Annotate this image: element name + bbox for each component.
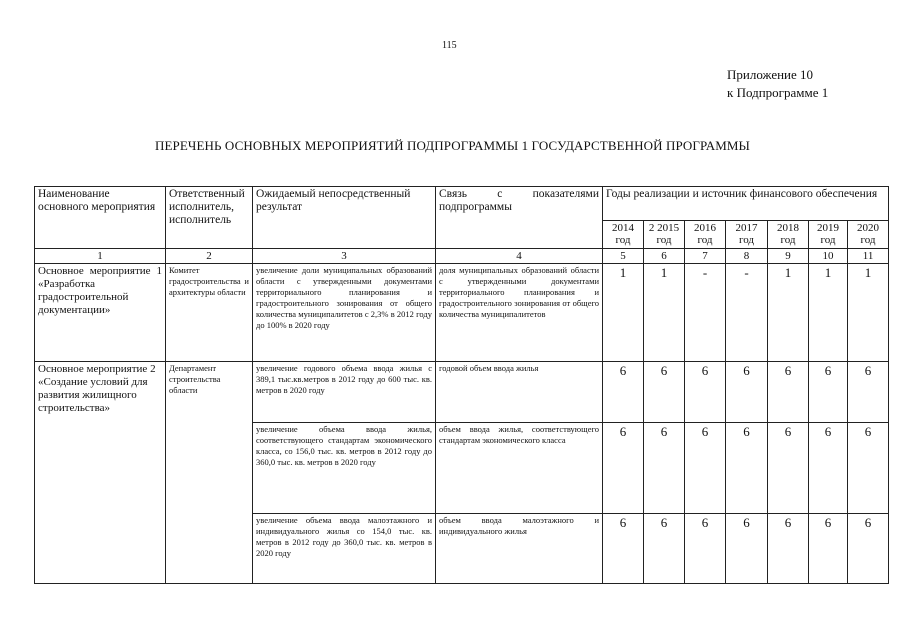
table-row <box>35 362 889 423</box>
value-cell: 6 <box>685 514 726 584</box>
value-cell: 6 <box>768 423 809 514</box>
value-cell: 6 <box>726 362 768 423</box>
measure-responsible: Комитет градостроительства и архитектуры области <box>166 264 253 362</box>
page-number: 115 <box>442 40 457 51</box>
value-cell: 6 <box>809 423 848 514</box>
header-name: Наименование основного мероприятия <box>35 187 166 249</box>
value-cell: 6 <box>768 514 809 584</box>
year-2015: 2 2015 год <box>644 221 685 249</box>
value-cell: - <box>685 264 726 362</box>
value-cell: - <box>726 264 768 362</box>
header-result: Ожидаемый непосредственный результат <box>253 187 436 249</box>
indicator-link: объем ввода малоэтажного и индивидуального жилья <box>436 514 603 584</box>
value-cell: 1 <box>809 264 848 362</box>
col-number: 11 <box>848 249 889 264</box>
year-2019: 2019 год <box>809 221 848 249</box>
header-responsible: Ответственный исполнитель, исполнитель <box>166 187 253 249</box>
value-cell: 6 <box>644 514 685 584</box>
value-cell: 6 <box>644 423 685 514</box>
expected-result: увеличение объема ввода жилья, соответствующего стандартам экономического класса, со 156,0 тыс. кв. метров в 2012 году до 360,0 тыс. кв. метров в 2020 году <box>253 423 436 514</box>
value-cell: 1 <box>603 264 644 362</box>
year-2018: 2018 год <box>768 221 809 249</box>
value-cell: 6 <box>603 423 644 514</box>
value-cell: 6 <box>848 423 889 514</box>
expected-result: увеличение годового объема ввода жилья с 389,1 тыс.кв.метров в 2012 году до 600 тыс. кв. метров в 2020 году <box>253 362 436 423</box>
value-cell: 6 <box>726 514 768 584</box>
col-number: 3 <box>253 249 436 264</box>
value-cell: 1 <box>768 264 809 362</box>
col-number: 5 <box>603 249 644 264</box>
document-title: ПЕРЕЧЕНЬ ОСНОВНЫХ МЕРОПРИЯТИЙ ПОДПРОГРАММЫ 1 ГОСУДАРСТВЕННОЙ ПРОГРАММЫ <box>155 138 750 153</box>
col-number: 2 <box>166 249 253 264</box>
measures-table <box>34 186 889 584</box>
table-row <box>35 264 889 362</box>
indicator-link: доля муниципальных образований области с утвержденными документами территориального планирования и градостроительного зонирования от общего количества муниципалитетов <box>436 264 603 362</box>
value-cell: 6 <box>603 362 644 423</box>
col-number: 10 <box>809 249 848 264</box>
col-number: 9 <box>768 249 809 264</box>
header-link: Связь с показателями подпрограммы <box>436 187 603 249</box>
value-cell: 6 <box>848 362 889 423</box>
measure-responsible: Департамент строительства области <box>166 362 253 584</box>
value-cell: 6 <box>726 423 768 514</box>
column-number-row <box>35 249 889 264</box>
year-2014: 2014 год <box>603 221 644 249</box>
year-2016: 2016 год <box>685 221 726 249</box>
value-cell: 6 <box>848 514 889 584</box>
col-number: 6 <box>644 249 685 264</box>
measure-name: Основное мероприятие 2 «Создание условий для развития жилищного строительства» <box>35 362 166 584</box>
value-cell: 6 <box>809 514 848 584</box>
expected-result: увеличение объема ввода малоэтажного и индивидуального жилья со 154,0 тыс. кв. метров в 2012 году до 360,0 тыс. кв. метров в 2020 году <box>253 514 436 584</box>
year-2020: 2020 год <box>848 221 889 249</box>
value-cell: 6 <box>768 362 809 423</box>
year-2017: 2017 год <box>726 221 768 249</box>
col-number: 4 <box>436 249 603 264</box>
measure-name: Основное мероприятие 1 «Разработка градостроительной документации» <box>35 264 166 362</box>
appendix-note <box>727 66 828 102</box>
value-cell: 6 <box>809 362 848 423</box>
value-cell: 6 <box>644 362 685 423</box>
value-cell: 6 <box>685 423 726 514</box>
header-years-group: Годы реализации и источник финансового обеспечения <box>603 187 889 221</box>
col-number: 7 <box>685 249 726 264</box>
col-number: 8 <box>726 249 768 264</box>
indicator-link: годовой объем ввода жилья <box>436 362 603 423</box>
value-cell: 1 <box>644 264 685 362</box>
value-cell: 6 <box>603 514 644 584</box>
appendix-line-2: к Подпрограмме 1 <box>727 85 829 100</box>
value-cell: 6 <box>685 362 726 423</box>
indicator-link: объем ввода жилья, соответствующего стандартам экономического класса <box>436 423 603 514</box>
col-number: 1 <box>35 249 166 264</box>
value-cell: 1 <box>848 264 889 362</box>
expected-result: увеличение доли муниципальных образований области с утвержденными документами территориального планирования и градостроительного зонирования от общего количества муниципалитетов с 2,3% в 2012 году до 100% в 2020 году <box>253 264 436 362</box>
appendix-line-1: Приложение 10 <box>727 67 814 82</box>
